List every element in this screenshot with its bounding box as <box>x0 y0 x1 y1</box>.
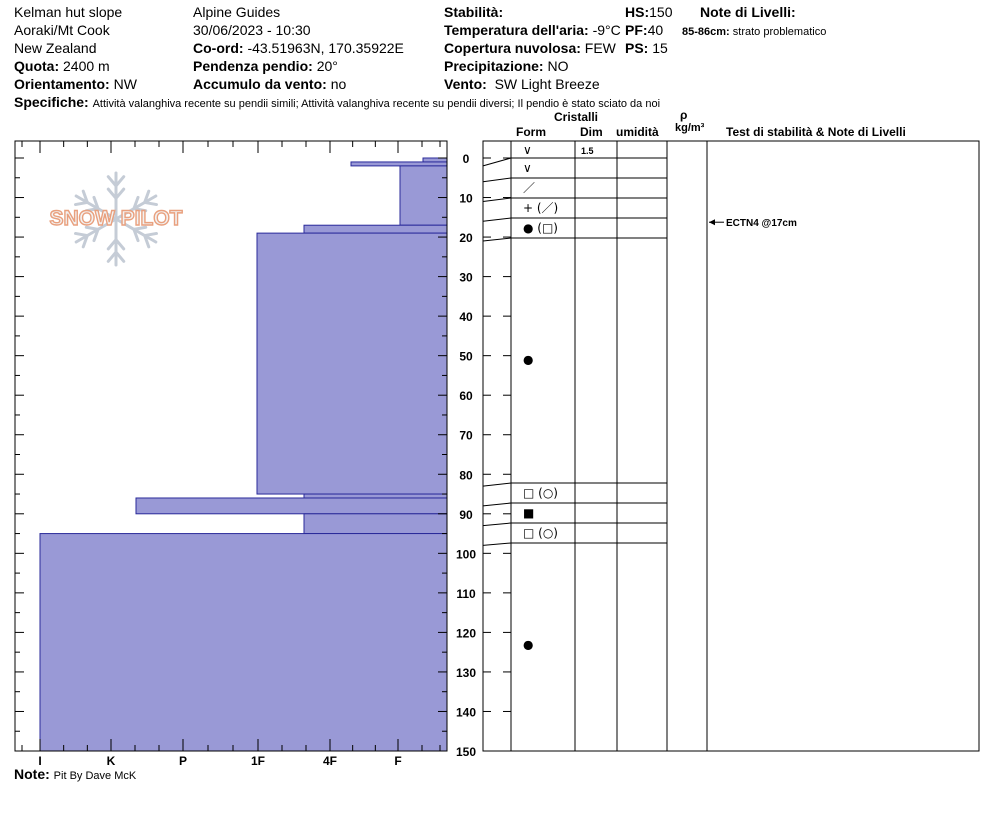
layer-depth-connector <box>483 178 511 182</box>
layer-notes-label: Note di Livelli: <box>700 4 796 20</box>
datetime: 30/06/2023 - 10:30 <box>193 22 311 38</box>
layer-depth-connector <box>483 543 511 545</box>
moisture-header: umidità <box>616 125 659 139</box>
logo-text: SNOW PILOT <box>49 207 183 230</box>
snowflake-branch <box>76 233 88 235</box>
wind-label: Vento: <box>444 76 487 92</box>
y-tick-label: 70 <box>459 428 473 443</box>
y-tick-label: 20 <box>459 231 473 246</box>
site-range: Aoraki/Mt Cook <box>14 22 110 38</box>
layer-depth-connector <box>483 483 511 486</box>
pf-value: 40 <box>647 22 664 38</box>
crystal-form: ● <box>523 352 534 367</box>
size-header: Dim <box>580 125 603 139</box>
wind-value: SW Light Breeze <box>494 76 600 92</box>
wind-loading-value: no <box>330 76 347 92</box>
precip-label: Precipitazione: <box>444 58 544 74</box>
y-tick-label: 150 <box>455 745 477 759</box>
hardness-bar <box>400 166 447 225</box>
ps-label: PS: <box>625 40 649 56</box>
x-tick-label: P <box>178 754 188 768</box>
hardness-bar <box>304 514 447 534</box>
notes-label: Note: <box>14 766 50 782</box>
site-country: New Zealand <box>14 40 97 56</box>
crystal-form: ∨ <box>523 143 532 157</box>
y-tick-label: 90 <box>459 507 473 522</box>
crystal-form: + (／) <box>523 201 559 215</box>
crystal-form: ● <box>523 637 534 652</box>
stability-test-arrowhead <box>709 219 715 225</box>
hardness-bar <box>136 498 447 514</box>
site-location: Kelman hut slope <box>14 4 123 20</box>
layer-depth-connector <box>483 158 511 166</box>
slope-value: 20° <box>316 58 338 74</box>
aspect-label: Orientamento: <box>14 76 110 92</box>
y-tick-label: 80 <box>459 468 473 483</box>
ps-value: 15 <box>652 40 668 56</box>
air-temp-label: Temperatura dell'aria: <box>444 22 589 38</box>
y-tick-label: 40 <box>459 310 473 325</box>
hardness-bar <box>351 162 447 166</box>
snowflake-branch <box>76 202 88 204</box>
hs-value: 150 <box>649 4 673 20</box>
rho-header: ρ <box>680 108 688 122</box>
stability-label: Stabilità: <box>444 4 504 20</box>
coord-value: -43.51963N, 170.35922E <box>247 40 404 56</box>
layer-note-text: strato problematico <box>732 26 827 38</box>
y-tick-label: 100 <box>455 547 477 562</box>
sky-label: Copertura nuvolosa: <box>444 40 581 56</box>
x-tick-label: 1F <box>250 754 266 768</box>
x-tick-label: F <box>394 754 402 768</box>
hardness-bar <box>304 494 447 498</box>
y-tick-label: 0 <box>462 152 470 166</box>
x-tick-label: K <box>106 754 116 768</box>
organization: Alpine Guides <box>193 4 281 20</box>
pf-label: PF: <box>625 22 648 38</box>
crystal-size: 1.5 <box>581 146 594 156</box>
slope-label: Pendenza pendio: <box>193 58 313 74</box>
aspect-value: NW <box>113 76 137 92</box>
layer-depth-connector <box>483 218 511 221</box>
crystal-form: □ (○) <box>523 486 558 500</box>
form-header: Form <box>516 125 546 139</box>
y-tick-label: 30 <box>459 270 473 285</box>
y-tick-label: 50 <box>459 349 473 364</box>
specifics-text: Attività valanghiva recente su pendii simili; Attività valanghiva recente su pendii diversi; Il pendio è stato sciato da noi <box>92 98 661 110</box>
elevation-label: Quota: <box>14 58 60 74</box>
y-tick-label: 120 <box>455 626 477 641</box>
sky-value: FEW <box>584 40 616 56</box>
hardness-bar <box>40 534 447 751</box>
layer-depth-connector <box>483 238 511 241</box>
precip-value: NO <box>547 58 569 74</box>
crystal-form: ∨ <box>523 161 532 175</box>
crystal-form: ● (□) <box>523 221 558 235</box>
hs-label: HS: <box>625 4 650 20</box>
layer-depth-connector <box>483 523 511 526</box>
hardness-bar <box>257 233 447 494</box>
hardness-bar <box>304 225 447 233</box>
crystal-form: ／ <box>523 181 536 195</box>
crystals-header: Cristalli <box>554 110 599 124</box>
air-temp-value: -9°C <box>592 22 621 38</box>
notes <box>14 766 136 784</box>
y-tick-label: 60 <box>459 389 473 404</box>
elevation-value: 2400 m <box>63 58 110 74</box>
x-tick-label: 4F <box>322 754 338 768</box>
coord-label: Co-ord: <box>193 40 244 56</box>
layer-depth-connector <box>483 503 511 506</box>
snowflake-branch <box>145 202 157 204</box>
y-tick-label: 110 <box>456 586 476 601</box>
layer-depth-connector <box>483 198 511 201</box>
y-tick-label: 10 <box>459 191 473 206</box>
specifics-label: Specifiche: <box>14 94 89 110</box>
tests-header: Test di stabilità & Note di Livelli <box>726 125 906 139</box>
notes-text: Pit By Dave McK <box>53 770 137 782</box>
y-tick-label: 130 <box>455 665 477 680</box>
hardness-bar <box>423 158 447 162</box>
wind-loading-label: Accumulo da vento: <box>193 76 327 92</box>
y-tick-label: 140 <box>455 705 477 720</box>
density-unit-header: kg/m³ <box>675 122 705 134</box>
stability-test-label: ECTN4 @17cm <box>726 218 797 230</box>
x-tick-label: I <box>38 754 42 768</box>
snowflake-branch <box>145 233 157 235</box>
crystal-form: □ (○) <box>523 526 558 540</box>
layer-note-range: 85-86cm: <box>682 26 730 38</box>
snowpilot-logo <box>50 173 183 265</box>
crystal-form: ■ <box>523 506 535 520</box>
